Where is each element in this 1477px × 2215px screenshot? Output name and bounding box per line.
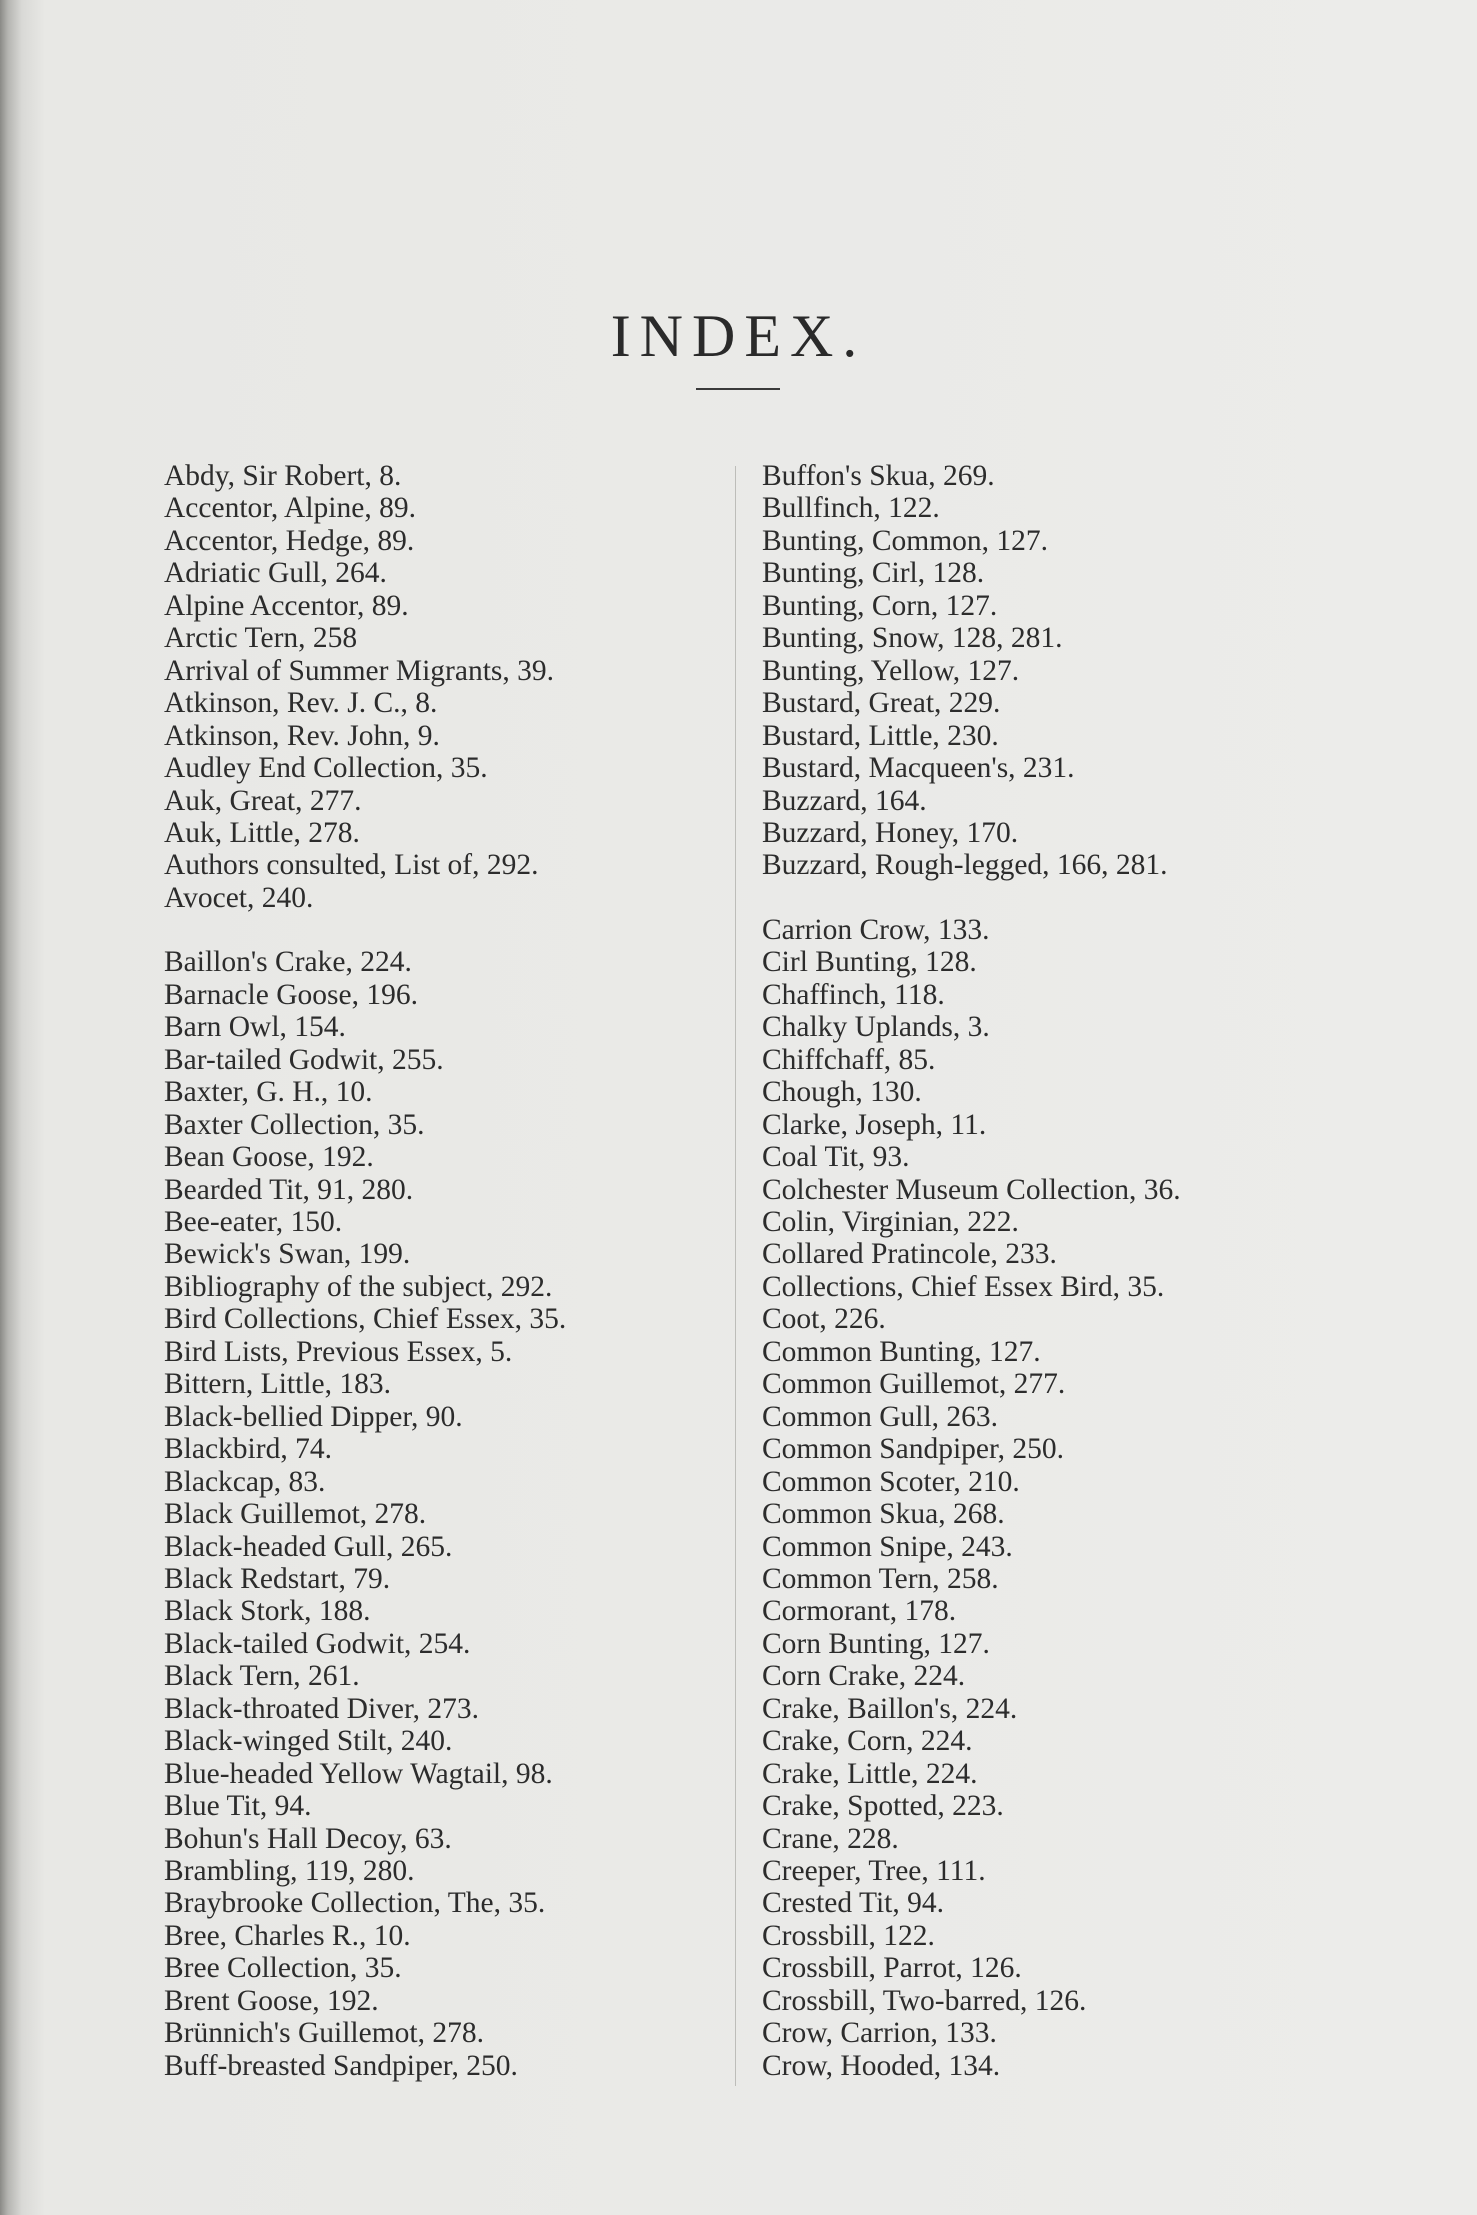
index-entry: Alpine Accentor, 89. <box>164 589 409 622</box>
index-entry: Blackbird, 74. <box>164 1433 332 1466</box>
index-entry: Crake, Little, 224. <box>762 1757 978 1790</box>
index-entry: Buzzard, Rough-legged, 166, 281. <box>762 849 1168 882</box>
index-entry: Crow, Hooded, 134. <box>762 2049 1001 2082</box>
index-entry: Black-winged Stilt, 240. <box>164 1725 453 1758</box>
index-entry: Bunting, Corn, 127. <box>762 589 998 622</box>
index-entry: Audley End Collection, 35. <box>164 752 488 785</box>
index-entry: Crake, Spotted, 223. <box>762 1790 1004 1823</box>
index-entry: Accentor, Alpine, 89. <box>164 492 416 525</box>
index-entry: Crake, Corn, 224. <box>762 1725 973 1758</box>
index-entry: Black Tern, 261. <box>164 1660 360 1693</box>
index-entry: Crake, Baillon's, 224. <box>762 1692 1018 1725</box>
index-entry: Crossbill, 122. <box>762 1919 935 1952</box>
index-entry: Bean Goose, 192. <box>164 1141 374 1174</box>
index-entry: Blue Tit, 94. <box>164 1790 312 1823</box>
index-entry: Creeper, Tree, 111. <box>762 1855 986 1888</box>
index-entry: Authors consulted, List of, 292. <box>164 849 539 882</box>
index-entry: Barnacle Goose, 196. <box>164 978 418 1011</box>
index-entry: Coal Tit, 93. <box>762 1141 910 1174</box>
index-entry: Black Redstart, 79. <box>164 1562 391 1595</box>
index-entry: Bustard, Little, 230. <box>762 719 999 752</box>
index-entry: Common Scoter, 210. <box>762 1465 1020 1498</box>
index-entry: Auk, Great, 277. <box>164 784 362 817</box>
index-entry: Baxter Collection, 35. <box>164 1108 425 1141</box>
index-column-right <box>762 460 1181 2082</box>
index-entry: Bee-eater, 150. <box>164 1205 343 1238</box>
index-entry: Black-throated Diver, 273. <box>164 1692 480 1725</box>
index-entry: Adriatic Gull, 264. <box>164 557 387 590</box>
index-entry: Black Guillemot, 278. <box>164 1498 427 1531</box>
index-entry: Buff-breasted Sandpiper, 250. <box>164 2049 518 2082</box>
title-rule <box>696 388 780 390</box>
index-entry: Baxter, G. H., 10. <box>164 1076 373 1109</box>
index-entry: Corn Bunting, 127. <box>762 1627 990 1660</box>
index-entry: Bunting, Common, 127. <box>762 524 1049 557</box>
index-entry: Bunting, Snow, 128, 281. <box>762 622 1063 655</box>
index-entry: Crane, 228. <box>762 1822 899 1855</box>
index-entry: Arrival of Summer Migrants, 39. <box>164 654 554 687</box>
index-entry: Crow, Carrion, 133. <box>762 2017 997 2050</box>
index-entry: Bohun's Hall Decoy, 63. <box>164 1822 452 1855</box>
index-entry: Common Sandpiper, 250. <box>762 1433 1065 1466</box>
index-entry: Bibliography of the subject, 292. <box>164 1270 553 1303</box>
index-entry: Collared Pratincole, 233. <box>762 1238 1057 1271</box>
index-entry: Bunting, Yellow, 127. <box>762 654 1020 687</box>
index-entry: Avocet, 240. <box>164 881 314 914</box>
index-entry: Bullfinch, 122. <box>762 492 940 525</box>
index-entry: Auk, Little, 278. <box>164 816 360 849</box>
index-entry: Brambling, 119, 280. <box>164 1855 415 1888</box>
index-entry: Black-tailed Godwit, 254. <box>164 1627 471 1660</box>
index-entry: Common Skua, 268. <box>762 1498 1005 1531</box>
index-entry: Bustard, Macqueen's, 231. <box>762 752 1075 785</box>
index-entry: Chiffchaff, 85. <box>762 1043 936 1076</box>
index-entry: Bree, Charles R., 10. <box>164 1919 411 1952</box>
index-entry: Colin, Virginian, 222. <box>762 1205 1019 1238</box>
index-entry: Common Gull, 263. <box>762 1400 999 1433</box>
index-entry: Buzzard, Honey, 170. <box>762 816 1019 849</box>
index-entry: Atkinson, Rev. John, 9. <box>164 719 440 752</box>
index-entry: Braybrooke Collection, The, 35. <box>164 1887 546 1920</box>
index-entry: Carrion Crow, 133. <box>762 913 990 946</box>
index-entry: Atkinson, Rev. J. C., 8. <box>164 687 438 720</box>
index-entry: Black Stork, 188. <box>164 1595 371 1628</box>
index-entry: Colchester Museum Collection, 36. <box>762 1173 1181 1206</box>
index-entry: Chaffinch, 118. <box>762 978 945 1011</box>
index-entry: Cirl Bunting, 128. <box>762 946 977 979</box>
index-entry: Buzzard, 164. <box>762 784 927 817</box>
index-entry: Bittern, Little, 183. <box>164 1368 391 1401</box>
index-entry: Chalky Uplands, 3. <box>762 1011 990 1044</box>
index-entry: Common Bunting, 127. <box>762 1335 1041 1368</box>
index-entry: Bewick's Swan, 199. <box>164 1238 411 1271</box>
index-entry: Crossbill, Two-barred, 126. <box>762 1984 1087 2017</box>
index-entry: Accentor, Hedge, 89. <box>164 524 415 557</box>
index-entry: Blue-headed Yellow Wagtail, 98. <box>164 1757 553 1790</box>
index-entry: Bustard, Great, 229. <box>762 687 1001 720</box>
index-entry: Coot, 226. <box>762 1303 886 1336</box>
index-entry: Black-headed Gull, 265. <box>164 1530 453 1563</box>
index-entry: Common Guillemot, 277. <box>762 1368 1066 1401</box>
index-entry: Bird Collections, Chief Essex, 35. <box>164 1303 567 1336</box>
index-entry: Chough, 130. <box>762 1076 922 1109</box>
index-entry: Bar-tailed Godwit, 255. <box>164 1043 444 1076</box>
index-entry: Blackcap, 83. <box>164 1465 326 1498</box>
index-entry: Buffon's Skua, 269. <box>762 460 995 492</box>
column-divider <box>735 466 736 2086</box>
index-entry: Bird Lists, Previous Essex, 5. <box>164 1335 513 1368</box>
index-entry: Clarke, Joseph, 11. <box>762 1108 987 1141</box>
index-entry: Arctic Tern, 258 <box>164 622 358 655</box>
index-entry: Collections, Chief Essex Bird, 35. <box>762 1270 1165 1303</box>
index-entry: Barn Owl, 154. <box>164 1011 346 1044</box>
page-title: INDEX. <box>610 303 867 370</box>
index-entry: Crested Tit, 94. <box>762 1887 944 1920</box>
index-entry: Common Snipe, 243. <box>762 1530 1013 1563</box>
index-entry: Abdy, Sir Robert, 8. <box>164 460 402 492</box>
index-entry: Bree Collection, 35. <box>164 1952 402 1985</box>
index-entry: Brünnich's Guillemot, 278. <box>164 2017 484 2050</box>
index-entry: Bunting, Cirl, 128. <box>762 557 985 590</box>
index-entry: Bearded Tit, 91, 280. <box>164 1173 414 1206</box>
index-column-left <box>164 460 566 2082</box>
index-entry: Baillon's Crake, 224. <box>164 946 412 979</box>
index-entry: Cormorant, 178. <box>762 1595 957 1628</box>
index-entry: Black-bellied Dipper, 90. <box>164 1400 463 1433</box>
index-entry: Brent Goose, 192. <box>164 1984 379 2017</box>
index-entry: Common Tern, 258. <box>762 1562 999 1595</box>
index-entry: Crossbill, Parrot, 126. <box>762 1952 1022 1985</box>
index-entry: Corn Crake, 224. <box>762 1660 966 1693</box>
